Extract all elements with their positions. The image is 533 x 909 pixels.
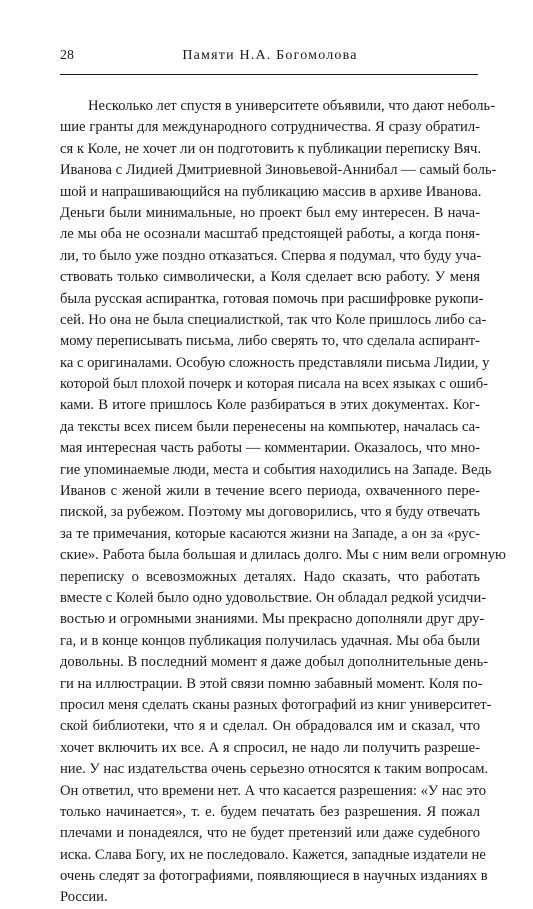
text-line: пиской, за рубежом. Поэтому мы договорились, что я буду отвечать xyxy=(60,504,480,521)
text-line: Иванова с Лидией Дмитриевной Зиновьевой-Аннибал — самый боль- xyxy=(60,162,497,179)
text-line: ние. У нас издательства очень серьезно относятся к таким вопросам. xyxy=(60,761,489,778)
text-line: ками. В итоге пришлось Коле разбираться в этих документах. Ког- xyxy=(60,397,480,414)
running-title: Памяти Н.А. Богомолова xyxy=(182,48,358,63)
text-line: ка с оригиналами. Особую сложность представляли письма Лидии, у xyxy=(60,354,490,371)
text-line: га, и в конце концов публикация получилась удачная. Мы оба были xyxy=(60,632,480,649)
text-line: шой и напрашивающийся на публикацию массив в архиве Иванова. xyxy=(60,183,482,200)
text-line: ствовать только символически, а Коля сделает всю работу. У меня xyxy=(60,269,480,286)
text-line: ские». Работа была большая и длилась долго. Мы с ним вели огромную xyxy=(60,547,506,564)
text-line: хочет включить их все. А я спросил, не надо ли получить разреше- xyxy=(60,739,480,756)
text-line: вместе с Колей было одно удовольствие. Он обладал редкой усидчи- xyxy=(60,589,487,606)
text-line: за те примечания, которые касаются жизни на Западе, а он за «рус- xyxy=(60,525,480,542)
text-line: плечами и понадеялся, что не будет претензий или даже судебного xyxy=(60,825,480,842)
text-line: сей. Но она не была специалисткой, так что Коле пришлось либо са- xyxy=(60,311,487,328)
text-line: иска. Слава Богу, их не последовало. Кажется, западные издатели не xyxy=(60,846,486,863)
text-line: довольны. В последний момент я даже добыл дополнительные день- xyxy=(60,654,489,671)
text-line: Он ответил, что времени нет. А что касается разрешения: «У нас это xyxy=(60,782,487,799)
text-line: ской библиотеки, что я и сделал. Он обрадовался им и сказал, что xyxy=(60,718,480,735)
body-paragraph xyxy=(60,96,506,909)
text-line: была русская аспирантка, готовая помочь при расшифровке рукопи- xyxy=(60,290,484,307)
text-line: мому переписывать письма, либо сверять то, что сделала аспирант- xyxy=(60,333,480,350)
text-line: гие упоминаемые люди, места и события находились на Западе. Ведь xyxy=(60,461,492,478)
text-line: ся к Коле, не хочет ли он подготовить к публикации переписку Вяч. xyxy=(60,140,482,157)
header-rule xyxy=(60,74,478,75)
text-line: ли, то было уже поздно отказаться. Сперва я подумал, что буду уча- xyxy=(60,247,482,264)
page-header xyxy=(60,48,480,70)
text-line: ги на иллюстрации. В этой связи помню забавный момент. Коля по- xyxy=(60,675,483,692)
page-number: 28 xyxy=(60,48,74,63)
text-line: просил меня сделать сканы разных фотографий из книг университет- xyxy=(60,696,492,713)
text-line: России. xyxy=(60,889,108,906)
text-line: только начинается», т. е. будем печатать без разрешения. Я пожал xyxy=(60,803,480,820)
text-line: очень следят за фотографиями, появляющиеся в научных изданиях в xyxy=(60,868,488,885)
text-line: переписку о всевозможных деталях. Надо сказать, что работать xyxy=(60,568,480,585)
text-line: востью и огромными знаниями. Мы прекрасно дополняли друг дру- xyxy=(60,611,485,628)
text-line: шие гранты для международного сотрудничества. Я сразу обратил- xyxy=(60,119,480,136)
text-line: ле мы оба не осознали масштаб предстоящей работы, а когда поня- xyxy=(60,226,480,243)
text-line: которой был плохой почерк и которая писала на всех языках с ошиб- xyxy=(60,376,489,393)
text-line: да тексты всех писем были перенесены на компьютер, началась са- xyxy=(60,418,480,435)
text-line: Несколько лет спустя в университете объявили, что дают неболь- xyxy=(88,98,496,114)
text-line: Иванов с женой жили в течение всего периода, охваченного пере- xyxy=(60,483,480,500)
text-line: Деньги были минимальные, но проект был ему интересен. В нача- xyxy=(60,204,480,221)
text-line: мая интересная часть работы — комментарии. Оказалось, что мно- xyxy=(60,440,480,457)
